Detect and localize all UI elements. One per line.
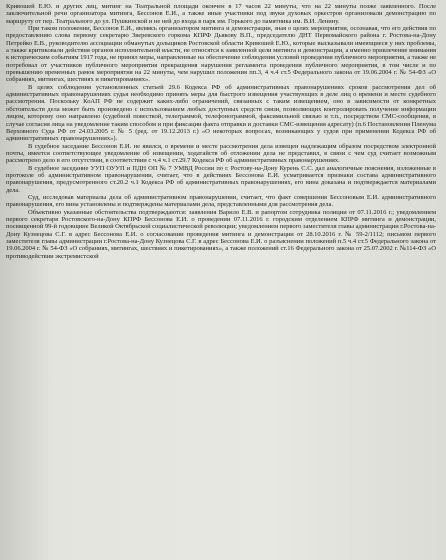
paragraph-evidence-list: Объективно указанные обстоятельства подтверждаются: заявления Варило Е.В. и рапортом сотрудника полиции от 07.11.2016 г.; уведомлением первого секретаря Ростовского-на-Дону КПРФ Бессонова Е.И. о проведении 07.11.2016 г. городским отделением КПРФ митинга и демонстрации, посвященной 99-й годовщине Великой Октябрьской социалистической революции; уведомлением первого заместителя главы администрации г.Ростова-на-Дону Кузнецова С.Г. в адрес Бессонова Е.И. о согласовании проведения митинга и демонстрации от 28.10.2016 г. № 59-2/1112; письмом первого заместителя главы администрации г.Ростова-на-Дону Кузнецова С.Г. в адрес Бессонова Е.И. о разъяснении положений п.5 ч.4 ст.5 Федерального закона от 19.06.2004 г. № 54-ФЗ «О собраниях, митингах, шествиях и пикетированиях», а также положений ст.16 Федерального закона от 25.07.2002 г. №114-ФЗ «О противодействии экстремистской (6, 208, 436, 260)
paragraph-police-officer-testimony: В судебное заседание УУП ОУУП и ПДН ОП № 7 УМВД России по г. Ростову-на-Дону Курень С.С. дал аналогичные пояснения, изложенные в протоколе об административном правонарушении, считает, что в действиях Бессонова Е.И. усматривается признаки состава административного правонарушения, предусмотренного ст.20.2 ч.1 Кодекса РФ об административных правонарушениях, его вина доказана и подтверждается материалами дела. (6, 164, 436, 194)
paragraph-absence-of-defendant: В судебное заседание Бессонов Е.И. не явился, о времени и месте рассмотрения дела извещен надлежащим образом посредством электронной почты, имеется соответствующее уведомление об извещении, ходатайств об отложении дела не представил, в связи с чем суд считает возможным рассмотрено дело в его отсутствии, в соответствии с ч.4 ч.1 ст.29.7 Кодекса РФ об административных правонарушениях. (6, 142, 436, 165)
paragraph-rally-timeline: Кривошей Е.Ю. и других лиц, митинг на Театральной площади окончен в 17 часов 22 минуты, что на 22 минуты позже заявленного. После заключительной речи организатора митинга, Бессонов Е.И., а также иные участники под звуки духовых оркестров организовали демонстрацию по маршруту от пер. Театрального до ул. Пушкинской и не ней до входа в парк им. Горького до памятника им. В.И. Ленину. (6, 3, 436, 25)
paragraph-organizer-violation: При таком положении, Бессонов Е.И., являясь организатором митинга и демонстрации, зная о целях мероприятия, осознавая, что его действия по предоставлению слова первому секретарю Зверевского горкома КПРФ Дьякову В.П., председателю ДНТ Первомайского района г. Ростова-на-Дону Петрейко Е.В., руководителю ассоциации обманутых дольщиков Ростовской области Кривошей Е.Ю., которые высказывали имеющиеся у них проблемы, а также критиковали действия органов исполнительной власти, не относятся к заявленной цели митинга и демонстрации, а именно привлечение внимания к историческим событиям 1917 года, не принял меры, направленные на обеспечение соблюдения условий проведения публичного мероприятия, а также не потребовал от участников публичного мероприятия прекращения нарушения регламента проведения публичного мероприятия, в том числе и по превышению временных рамок мероприятия на 22 минуты, чем нарушил положения пп.3, 4 ч.4 ст.5 Федерального закона от 19.06.2004 г. № 54-ФЗ «О собраниях, митингах, шествиях и пикетированиях». (6, 25, 436, 84)
paragraph-court-finding: Суд, исследовав материалы дела об административном правонарушении, считает, что факт совершения Бессоновым Е.И. административного правонарушения, его вина установлены и подтверждены материалами дела, представленными для рассмотрения дела. (6, 193, 436, 209)
paragraph-notification-procedure: В целях соблюдения установленных статьей 29.6 Кодекса РФ об административных правонарушениях сроков рассмотрения дел об административных правонарушениях судья необходимо принять меры для быстрого извещения участвующих в деле лиц о времени и месте судебного рассмотрения. Поскольку КоАП РФ не содержит каких-либо ограничений, связанных с таким извещением, оно в зависимости от конкретных обстоятельств дела может быть произведено с использованием любых доступных средств связи, позволяющих контролировать получение информации лицом, которому оно направлено (судебной повесткой, телеграммой, телефонограммой, факсимильной связью и т.п., посредством СМС-сообщения, в случае согласия лица на уведомление таким способом и при фиксации факта отправки и доставки СМС-извещения адресату) (п.6 Постановления Пленума Верховного Суда РФ от 24.03.2005 г. № 5 (ред. от 19.12.2013 г.) «О некоторых вопросах, возникающих у судов при применении Кодекса РФ об административных правонарушениях»). (6, 83, 436, 143)
